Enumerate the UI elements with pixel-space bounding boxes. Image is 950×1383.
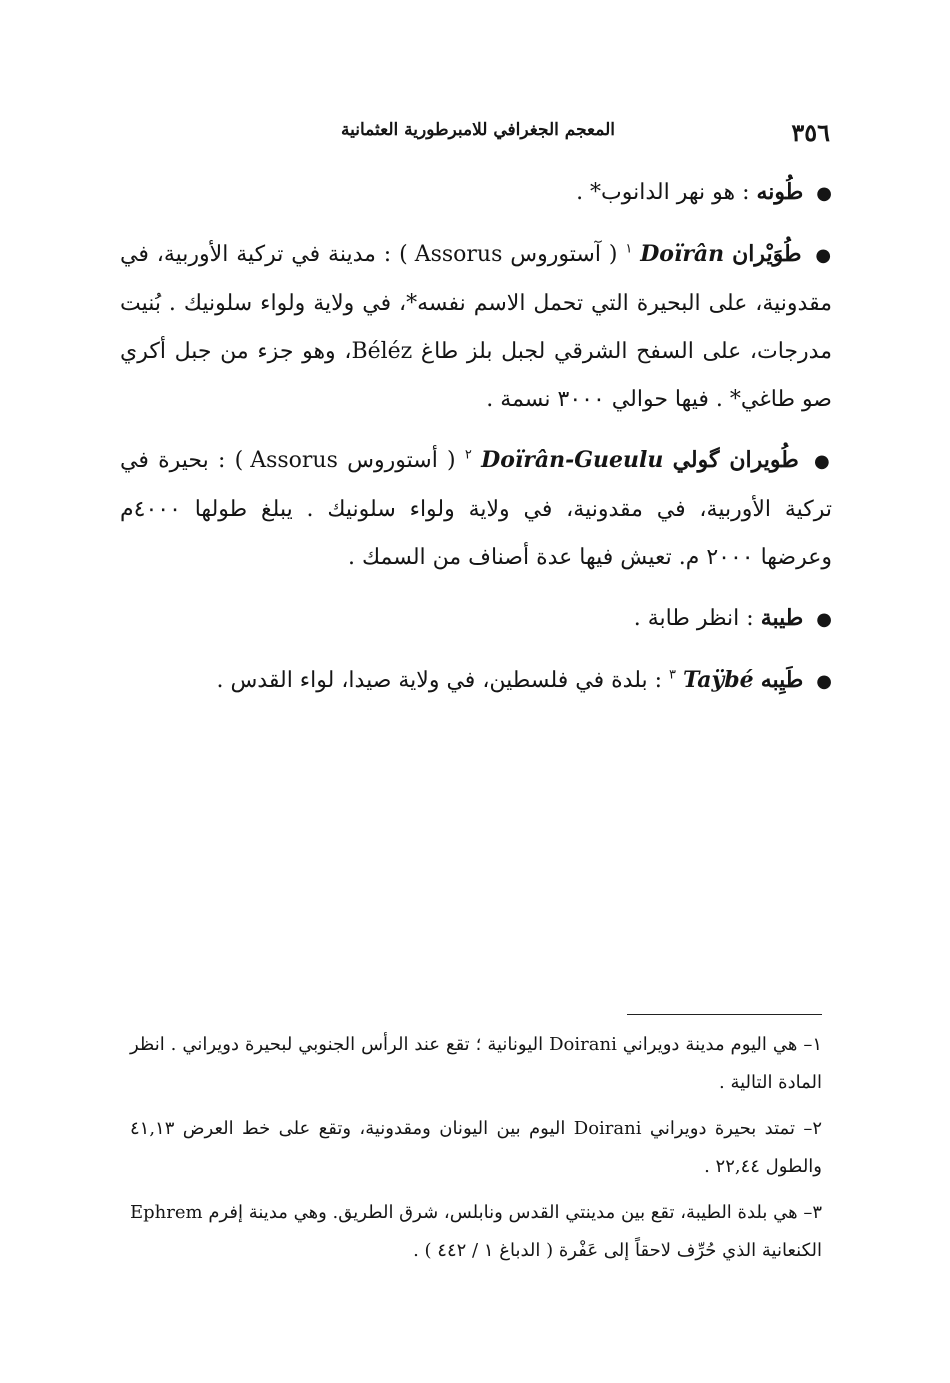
entry-text: : انظر طابة . bbox=[633, 606, 754, 631]
entry-doiran-gueulu bbox=[120, 436, 832, 582]
footnote-ref[interactable]: ٣ bbox=[669, 667, 676, 683]
entry-taybe bbox=[120, 656, 832, 706]
footnote-ref[interactable]: ١ bbox=[625, 241, 633, 257]
bullet-icon: ● bbox=[816, 671, 832, 692]
footnote-3: ٣– هي بلدة الطيبة، تقع بين مدينتي القدس ونابلس، شرق الطريق. وهي مدينة إفرم Ephrem الكنعانية الذي حُرِّف لاحقاً إلى عَفْرة ( الدباغ ١ / ٤٤٢ ) . bbox=[130, 1202, 822, 1261]
entry-text: : هو نهر الدانوب* . bbox=[576, 180, 750, 205]
footnote-2: ٢– تمتد بحيرة دويراني Doirani اليوم بين اليونان ومقدونية، وتقع على خط العرض ٤١,١٣ والطول ٢٢,٤٤ . bbox=[130, 1118, 822, 1177]
entry-latin-name: Doïrân-Gueulu bbox=[481, 447, 664, 473]
entry-text: ( آستوروس Assorus ) : مدينة في تركية الأوربية، في مقدونية، على البحيرة التي تحمل الاسم نفسه*، في ولاية ولواء سلونيك . بُنيت مدرجات، على السفح الشرقي لجبل بلز طاغ Béléz، وهو جزء من جبل أكري صو طاغي* . فيها حوالي ٣٠٠٠ نسمة . bbox=[120, 242, 832, 412]
bullet-icon: ● bbox=[815, 245, 832, 266]
entry-tuna bbox=[120, 168, 832, 218]
running-title: المعجم الجغرافي للامبرطورية العثمانية bbox=[341, 120, 615, 140]
entry-headword: طُوَيْران bbox=[732, 241, 802, 267]
bullet-icon: ● bbox=[814, 451, 833, 472]
entry-headword: طُويران گولي bbox=[672, 447, 799, 473]
entry-text: : بلدة في فلسطين، في ولاية صيدا، لواء القدس . bbox=[216, 668, 663, 693]
entry-text: ( أستوروس Assorus ) : بحيرة في تركية الأوربية، في مقدونية، في ولاية ولواء سلونيك . يبلغ طولها ٤٠٠٠م وعرضها ٢٠٠٠ م. تعيش فيها عدة أصناف من السمك . bbox=[120, 448, 832, 570]
entry-latin-name: Doïrân bbox=[640, 241, 725, 267]
footnotes bbox=[130, 1026, 822, 1278]
footnote-ref[interactable]: ٢ bbox=[464, 447, 472, 463]
footnote-1: ١– هي اليوم مدينة دويراني Doirani اليونانية ؛ تقع عند الرأس الجنوبي لبحيرة دويراني . انظر المادة التالية . bbox=[130, 1034, 823, 1093]
entry-headword: طُونه bbox=[756, 179, 804, 205]
entry-tiba bbox=[120, 594, 832, 644]
page-number: ٣٥٦ bbox=[791, 118, 830, 147]
bullet-icon: ● bbox=[816, 183, 832, 204]
footnote-divider bbox=[627, 1014, 822, 1015]
entry-headword: طيبة bbox=[760, 605, 804, 631]
entry-headword: طَيِبه bbox=[760, 667, 804, 693]
entries-list bbox=[120, 168, 832, 718]
entry-doiran bbox=[120, 230, 832, 424]
bullet-icon: ● bbox=[816, 609, 832, 630]
page-header bbox=[0, 112, 950, 152]
entry-latin-name: Taÿbé bbox=[683, 667, 754, 693]
